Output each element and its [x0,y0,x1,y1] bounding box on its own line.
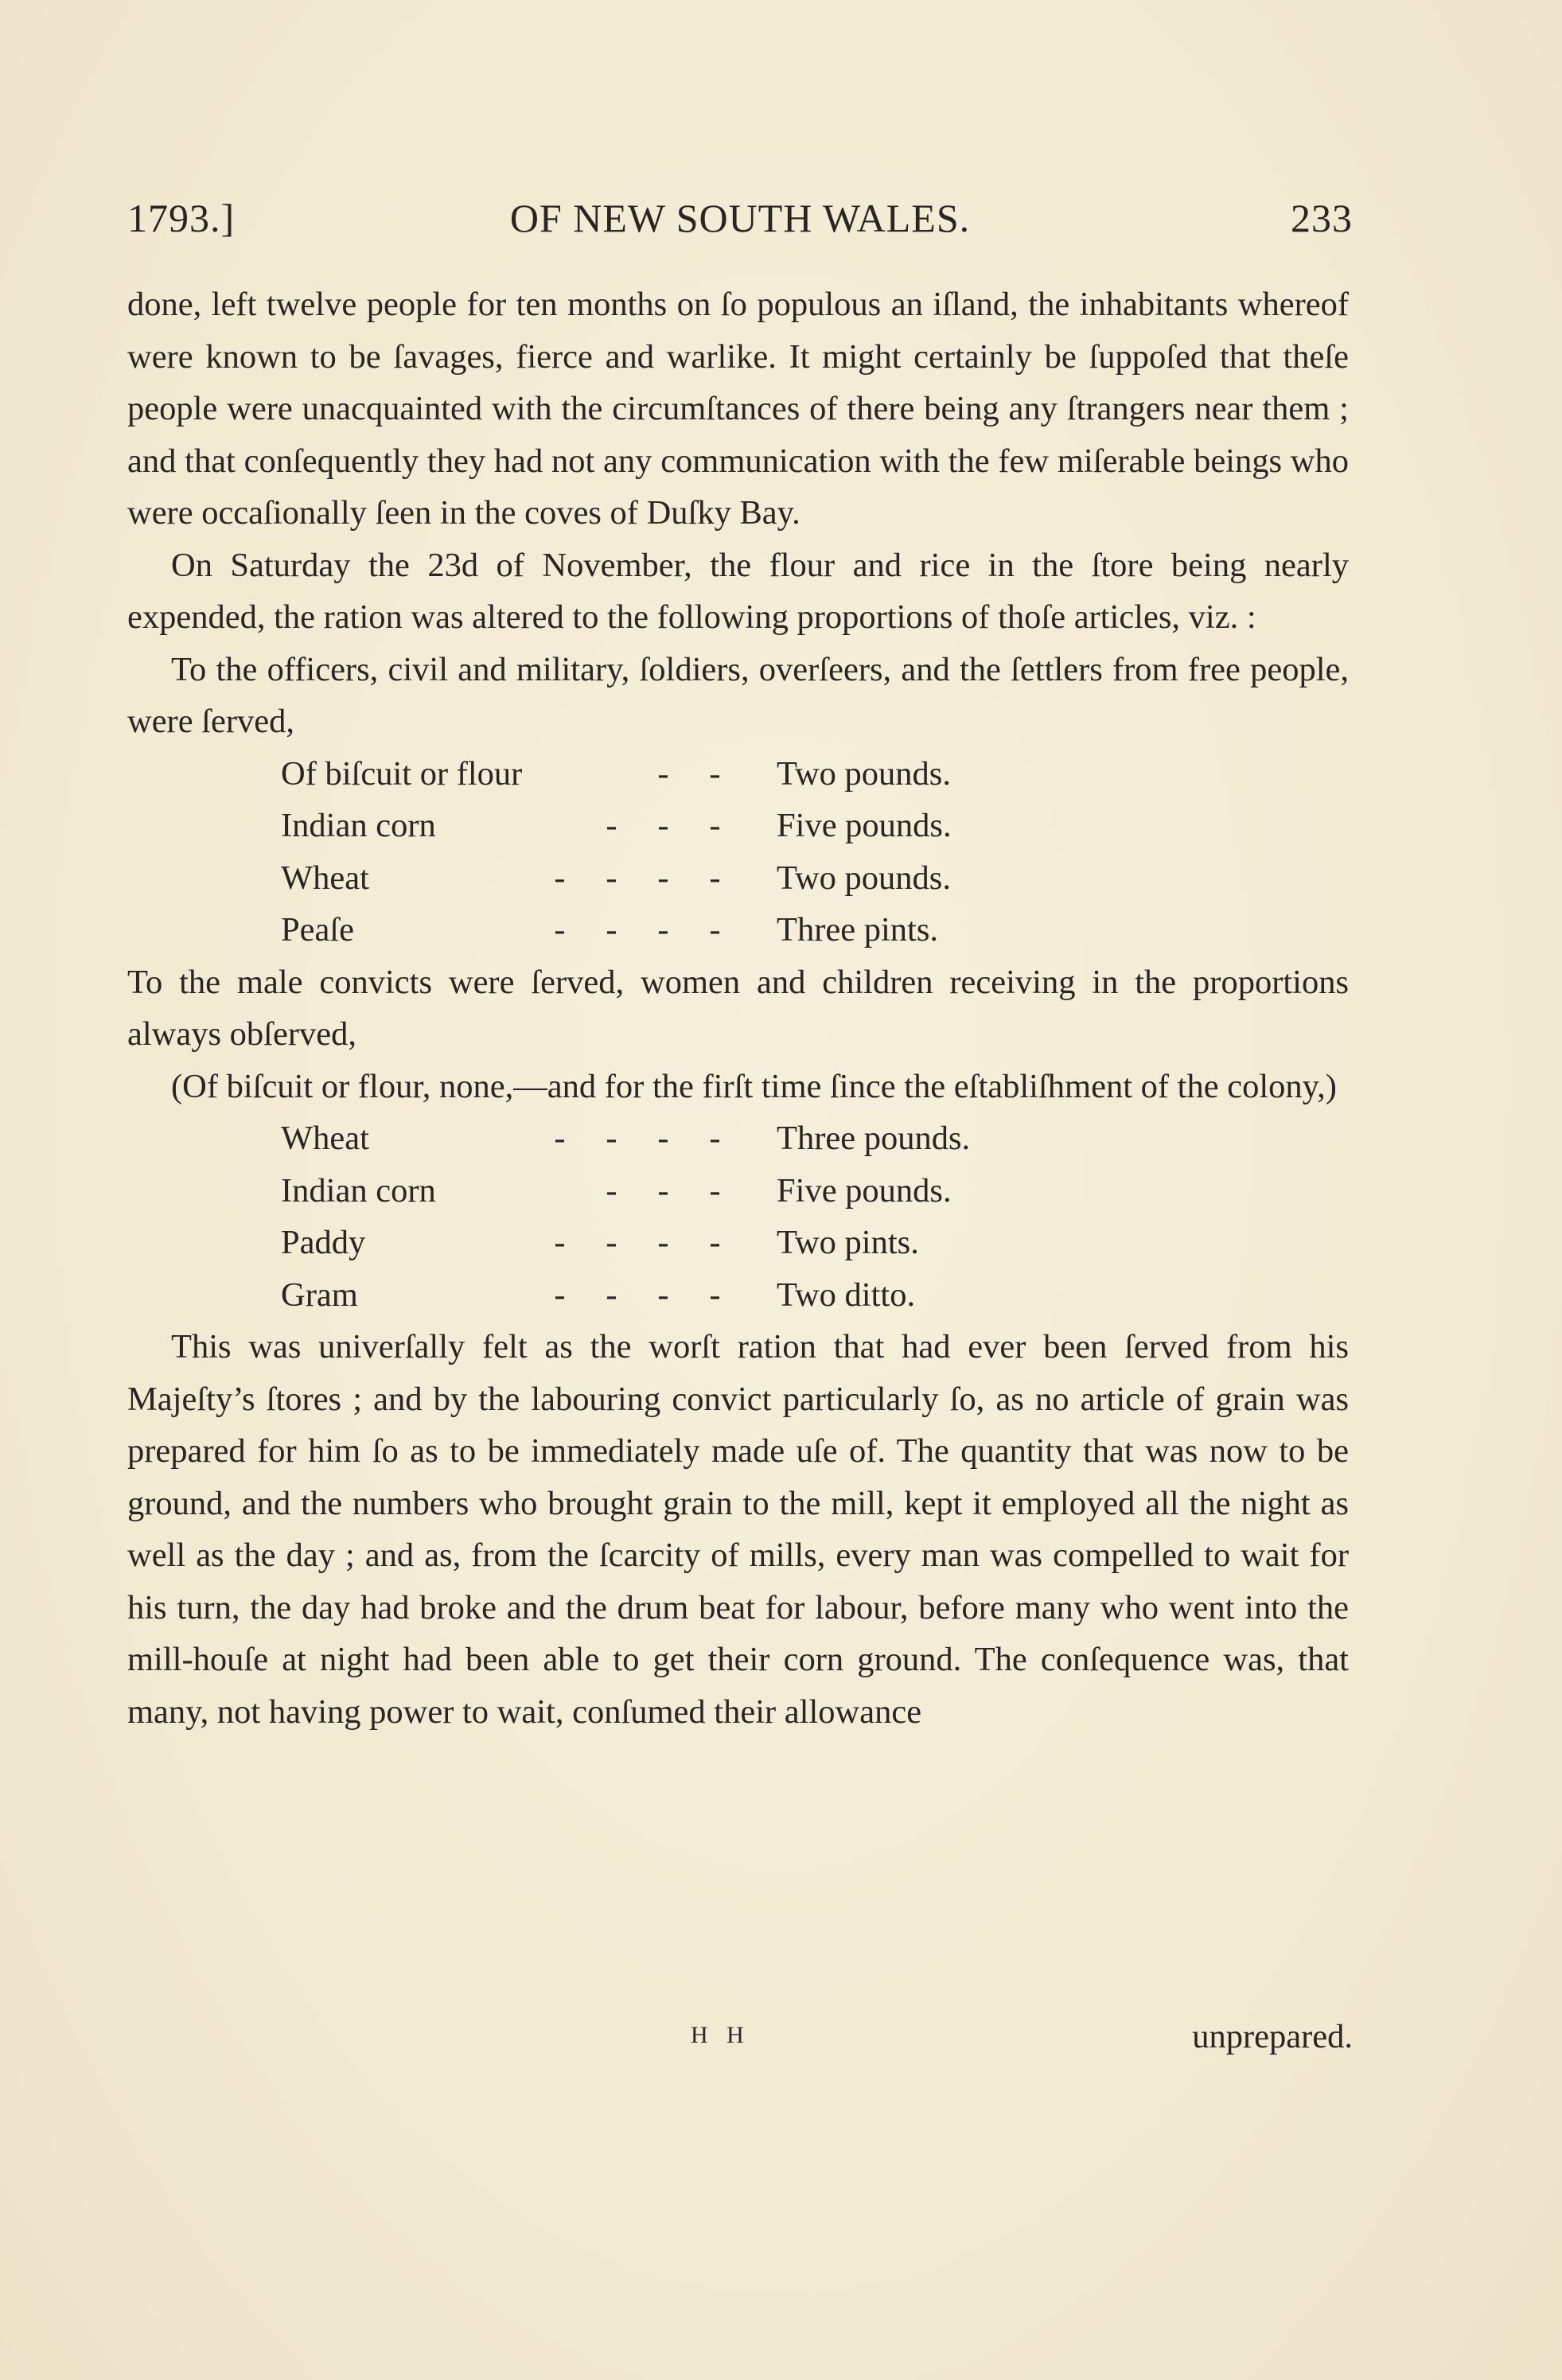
ration-amount: Three pounds. [777,1120,971,1157]
running-head-year: 1793.] [127,196,236,240]
leader-dash: - [554,911,566,948]
leader-dash: - [709,1224,721,1261]
leader-dash: - [709,1171,721,1209]
ration-item: Wheat [281,859,369,897]
leader-dashes [480,748,741,800]
catchword: unprepared. [1192,2018,1353,2055]
ration-item: Wheat [281,1120,369,1157]
paragraph: To the male convicts were ſerved, women and children receiving in the proportions always obſerved, [127,963,1349,1053]
leader-dash: - [709,754,721,793]
paragraph: done, left twelve people for ten months on ſo populous an iſland, the inhabitants whereof were known to be ſavages, fierce and warlike. It might certainly be ſuppoſed that theſe people were unacquainted with the circumſtances of there being any ſtrangers near them ; and that conſequently they had not any communication with the few miſerable beings who were occaſionally ſeen in the coves of Duſky Bay. [127,286,1349,532]
paragraph-group-top [127,279,1349,748]
leader-dash: - [554,1224,566,1261]
leader-dash: - [657,1224,669,1261]
leader-dash: - [709,911,721,948]
leader-dashes [480,904,741,956]
leader-dash: - [709,807,721,844]
leader-dash: - [657,911,669,948]
paragraph-group-middle [127,956,1349,1113]
leader-dashes [480,800,741,852]
running-head-title: OF NEW SOUTH WALES. [509,196,971,240]
leader-dashes [480,1112,741,1165]
ration-row [281,1165,1349,1217]
leader-dash: - [606,1276,617,1314]
ration-row [281,1269,1349,1322]
ration-item: Gram [281,1276,358,1314]
ration-item: Of biſcuit or flour [281,754,523,793]
leader-dash: - [606,859,617,897]
paragraph: (Of biſcuit or flour, none,—and for the firſt time ſince the eſtabliſhment of the colony,) [171,1067,1337,1105]
paragraph: On Saturday the 23d of November, the flour and rice in the ſtore being nearly expended, the ration was altered to the following proportions of thoſe articles, viz. : [127,546,1349,636]
leader-dash: - [657,1276,669,1314]
ration-row [281,1112,1349,1165]
leader-dashes [480,1165,741,1217]
ration-table-free-people [127,748,1349,956]
page-number: 233 [1291,196,1353,240]
ration-row [281,748,1349,800]
leader-dash: - [606,1224,617,1261]
ration-item: Indian corn [281,807,436,844]
page-footer [127,2017,1353,2065]
leader-dash: - [606,807,617,844]
ration-amount: Two ditto. [777,1276,916,1314]
leader-dash: - [657,807,669,844]
leader-dash: - [657,754,669,793]
ration-table-convicts [127,1112,1349,1321]
leader-dash: - [657,1120,669,1157]
leader-dashes [480,852,741,905]
signature-mark: H H [691,2022,750,2048]
ration-amount: Two pounds. [777,754,951,793]
leader-dash: - [709,1120,721,1157]
ration-amount: Five pounds. [777,807,952,844]
paragraph: To the officers, civil and military, ſoldiers, overſeers, and the ſettlers from free people, were ſerved, [127,650,1349,740]
ration-row [281,852,1349,905]
ration-item: Paddy [281,1224,366,1261]
leader-dash: - [709,1276,721,1314]
paragraph-group-bottom [127,1321,1349,1738]
ration-item: Peaſe [281,911,355,948]
leader-dashes [480,1269,741,1322]
leader-dash: - [657,1171,669,1209]
leader-dash: - [709,859,721,897]
body-text [127,279,1349,1738]
ration-amount: Two pints. [777,1224,919,1261]
running-head [127,195,1353,251]
leader-dash: - [657,859,669,897]
leader-dash: - [554,1120,566,1157]
leader-dash: - [606,1120,617,1157]
leader-dash: - [554,859,566,897]
ration-amount: Three pints. [777,911,938,948]
ration-row [281,1217,1349,1269]
leader-dash: - [554,1276,566,1314]
leader-dash: - [606,911,617,948]
ration-amount: Two pounds. [777,859,951,897]
leader-dash: - [606,1171,617,1209]
ration-row [281,800,1349,852]
leader-dashes [480,1217,741,1269]
ration-amount: Five pounds. [777,1171,952,1209]
paragraph: This was univerſally felt as the worſt ration that had ever been ſerved from his Majeſty’s ſtores ; and by the labouring convict particularly ſo, as no article of grain was prepared for him ſo as to be immediately made uſe of. The quantity that was now to be ground, and the numbers who brought grain to the mill, kept it employed all the night as well as the day ; and as, from the ſcarcity of mills, every man was compelled to wait for his turn, the day had broke and the drum beat for labour, before many who went into the mill-houſe at night had been able to get their corn ground. The conſequence was, that many, not having power to wait, conſumed their allowance [127,1328,1349,1731]
ration-item: Indian corn [281,1171,436,1209]
ration-row [281,904,1349,956]
